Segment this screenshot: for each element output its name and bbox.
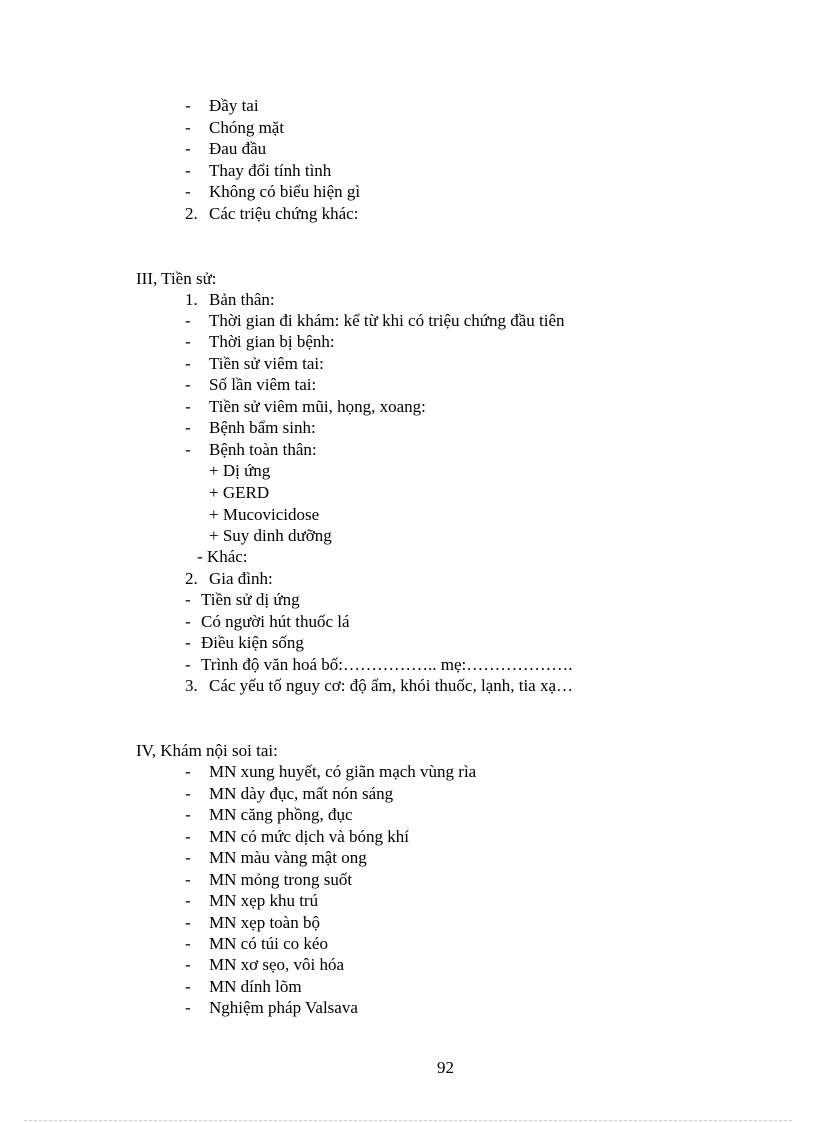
finding-item: MN dày đục, mất nón sáng [209, 784, 394, 803]
history-item: Bệnh bẩm sinh: [209, 418, 316, 437]
bullet-dash: - [185, 633, 191, 652]
page-bottom-border [24, 1120, 792, 1121]
section-heading: IV, Khám nội soi tai: [136, 741, 278, 760]
bullet-dash: - [185, 375, 191, 394]
systemic-item: + GERD [209, 483, 270, 502]
bullet-dash: - [185, 332, 191, 351]
list-number: 2. [185, 569, 198, 588]
bullet-dash: - [185, 161, 191, 180]
finding-item: MN có túi co kéo [209, 934, 328, 953]
systemic-item: + Dị ứng [209, 461, 271, 480]
symptom-item: Không có biểu hiện gì [209, 182, 361, 201]
finding-item: MN xơ sẹo, vôi hóa [209, 955, 345, 974]
subsection-label: Bản thân: [209, 290, 275, 309]
bullet-dash: - [185, 762, 191, 781]
history-item: Số lần viêm tai: [209, 375, 317, 394]
history-item: Tiền sử viêm mũi, họng, xoang: [209, 397, 426, 416]
family-item: Điều kiện sống [201, 633, 304, 652]
finding-item: MN xung huyết, có giãn mạch vùng rìa [209, 762, 477, 781]
systemic-item: + Mucovicidose [209, 505, 320, 524]
finding-item: MN xẹp khu trú [209, 891, 319, 910]
family-item: Tiền sử dị ứng [201, 590, 300, 609]
finding-item: MN xẹp toàn bộ [209, 913, 320, 932]
symptom-item: Chóng mặt [209, 118, 285, 137]
subsection-label: Gia đình: [209, 569, 273, 588]
finding-item: MN mỏng trong suốt [209, 870, 353, 889]
symptom-item: Thay đổi tính tình [209, 161, 332, 180]
bullet-dash: - [185, 440, 191, 459]
finding-item: MN có mức dịch và bóng khí [209, 827, 409, 846]
history-item: Thời gian bị bệnh: [209, 332, 335, 351]
bullet-dash: - [185, 96, 191, 115]
history-item: Bệnh toàn thân: [209, 440, 317, 459]
bullet-dash: - [185, 934, 191, 953]
bullet-dash: - [185, 784, 191, 803]
bullet-dash: - [185, 397, 191, 416]
list-number: 2. [185, 204, 198, 223]
finding-item: MN dính lõm [209, 977, 302, 996]
bullet-dash: - [185, 848, 191, 867]
list-number: 3. [185, 676, 198, 695]
other-history-label: - Khác: [197, 547, 248, 566]
finding-item: MN màu vàng mật ong [209, 848, 367, 867]
symptom-item: Đau đầu [209, 139, 267, 158]
bullet-dash: - [185, 590, 191, 609]
bullet-dash: - [185, 354, 191, 373]
family-item: Trình độ văn hoá bố:…………….. mẹ:………………. [201, 655, 573, 674]
bullet-dash: - [185, 998, 191, 1017]
bullet-dash: - [185, 118, 191, 137]
history-item: Thời gian đi khám: kể từ khi có triệu chứng đầu tiên [209, 311, 565, 330]
page-number: 92 [437, 1058, 454, 1077]
bullet-dash: - [185, 139, 191, 158]
finding-item: Nghiệm pháp Valsava [209, 998, 358, 1017]
other-symptoms-label: Các triệu chứng khác: [209, 204, 359, 223]
bullet-dash: - [185, 655, 191, 674]
bullet-dash: - [185, 805, 191, 824]
bullet-dash: - [185, 955, 191, 974]
history-item: Tiền sử viêm tai: [209, 354, 324, 373]
bullet-dash: - [185, 418, 191, 437]
bullet-dash: - [185, 977, 191, 996]
section-heading: III, Tiền sử: [136, 269, 217, 288]
symptom-item: Đầy tai [209, 96, 259, 115]
bullet-dash: - [185, 612, 191, 631]
list-number: 1. [185, 290, 198, 309]
finding-item: MN căng phồng, đục [209, 805, 353, 824]
bullet-dash: - [185, 182, 191, 201]
bullet-dash: - [185, 311, 191, 330]
bullet-dash: - [185, 870, 191, 889]
bullet-dash: - [185, 891, 191, 910]
family-item: Có người hút thuốc lá [201, 612, 350, 631]
bullet-dash: - [185, 913, 191, 932]
bullet-dash: - [185, 827, 191, 846]
systemic-item: + Suy dinh dưỡng [209, 526, 332, 545]
risk-factors: Các yếu tố nguy cơ: độ ẩm, khói thuốc, lạnh, tia xạ… [209, 676, 574, 695]
